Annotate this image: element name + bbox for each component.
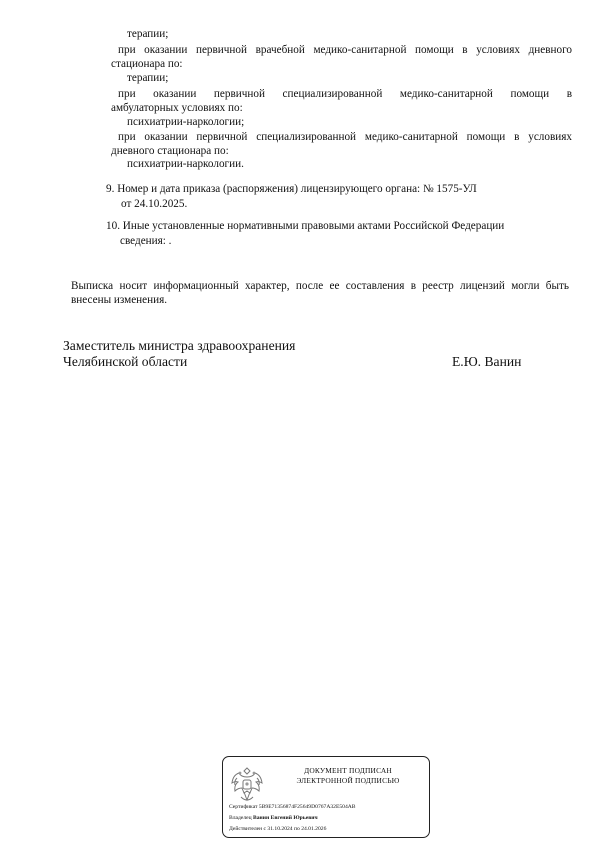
service-line: терапии; (127, 72, 169, 84)
e-signature-stamp (222, 756, 430, 838)
certificate-value: 5B9E71356874F25649D0767A32E504AB (258, 804, 356, 810)
other-info-value: сведения: . (120, 235, 172, 247)
service-line: стационара по: (111, 58, 183, 70)
stamp-title-line: ЭЛЕКТРОННОЙ ПОДПИСЬЮ (296, 776, 400, 785)
disclaimer-line: Выписка носит информационный характер, после ее составления в реестр лицензий могли быть (71, 280, 569, 292)
certificate-line (229, 803, 356, 811)
service-line: психиатрии-наркологии. (127, 158, 244, 170)
disclaimer-line: внесены изменения. (71, 294, 168, 306)
validity-label: Действителен с (229, 826, 266, 832)
signatory-name: Е.Ю. Ванин (452, 354, 522, 369)
owner-value: Ванин Евгений Юрьевич (253, 815, 318, 821)
service-line: при оказании первичной врачебной медико-санитарной помощи в условиях дневного (118, 44, 572, 56)
owner-line (229, 814, 318, 822)
stamp-title-line: ДОКУМЕНТ ПОДПИСАН (304, 766, 392, 775)
other-info-line: 10. Иные установленные нормативными правовыми актами Российской Федерации (106, 220, 505, 232)
service-line: при оказании первичной специализированной медико-санитарной помощи в условиях (118, 131, 572, 143)
validity-line (229, 825, 326, 833)
validity-from: 31.10.2024 (267, 826, 293, 832)
stamp-title (273, 766, 423, 786)
service-line: психиатрии-наркологии; (127, 116, 245, 128)
coat-of-arms-icon (229, 764, 265, 806)
service-line: при оказании первичной специализированной медико-санитарной помощи в (118, 88, 572, 100)
order-number-line: 9. Номер и дата приказа (распоряжения) лицензирующего органа: № 1575-УЛ (106, 183, 477, 195)
service-line: дневного стационара по: (111, 145, 229, 157)
signatory-region: Челябинской области (63, 354, 188, 369)
order-date-line: от 24.10.2025. (121, 198, 188, 210)
service-line: терапии; (127, 28, 169, 40)
certificate-label: Сертификат (229, 804, 258, 810)
validity-to: 24.01.2026 (301, 826, 327, 832)
signatory-position: Заместитель министра здравоохранения (63, 338, 296, 353)
owner-label: Владелец (229, 815, 252, 821)
service-line: амбулаторных условиях по: (111, 102, 243, 114)
validity-mid: по (293, 826, 300, 832)
